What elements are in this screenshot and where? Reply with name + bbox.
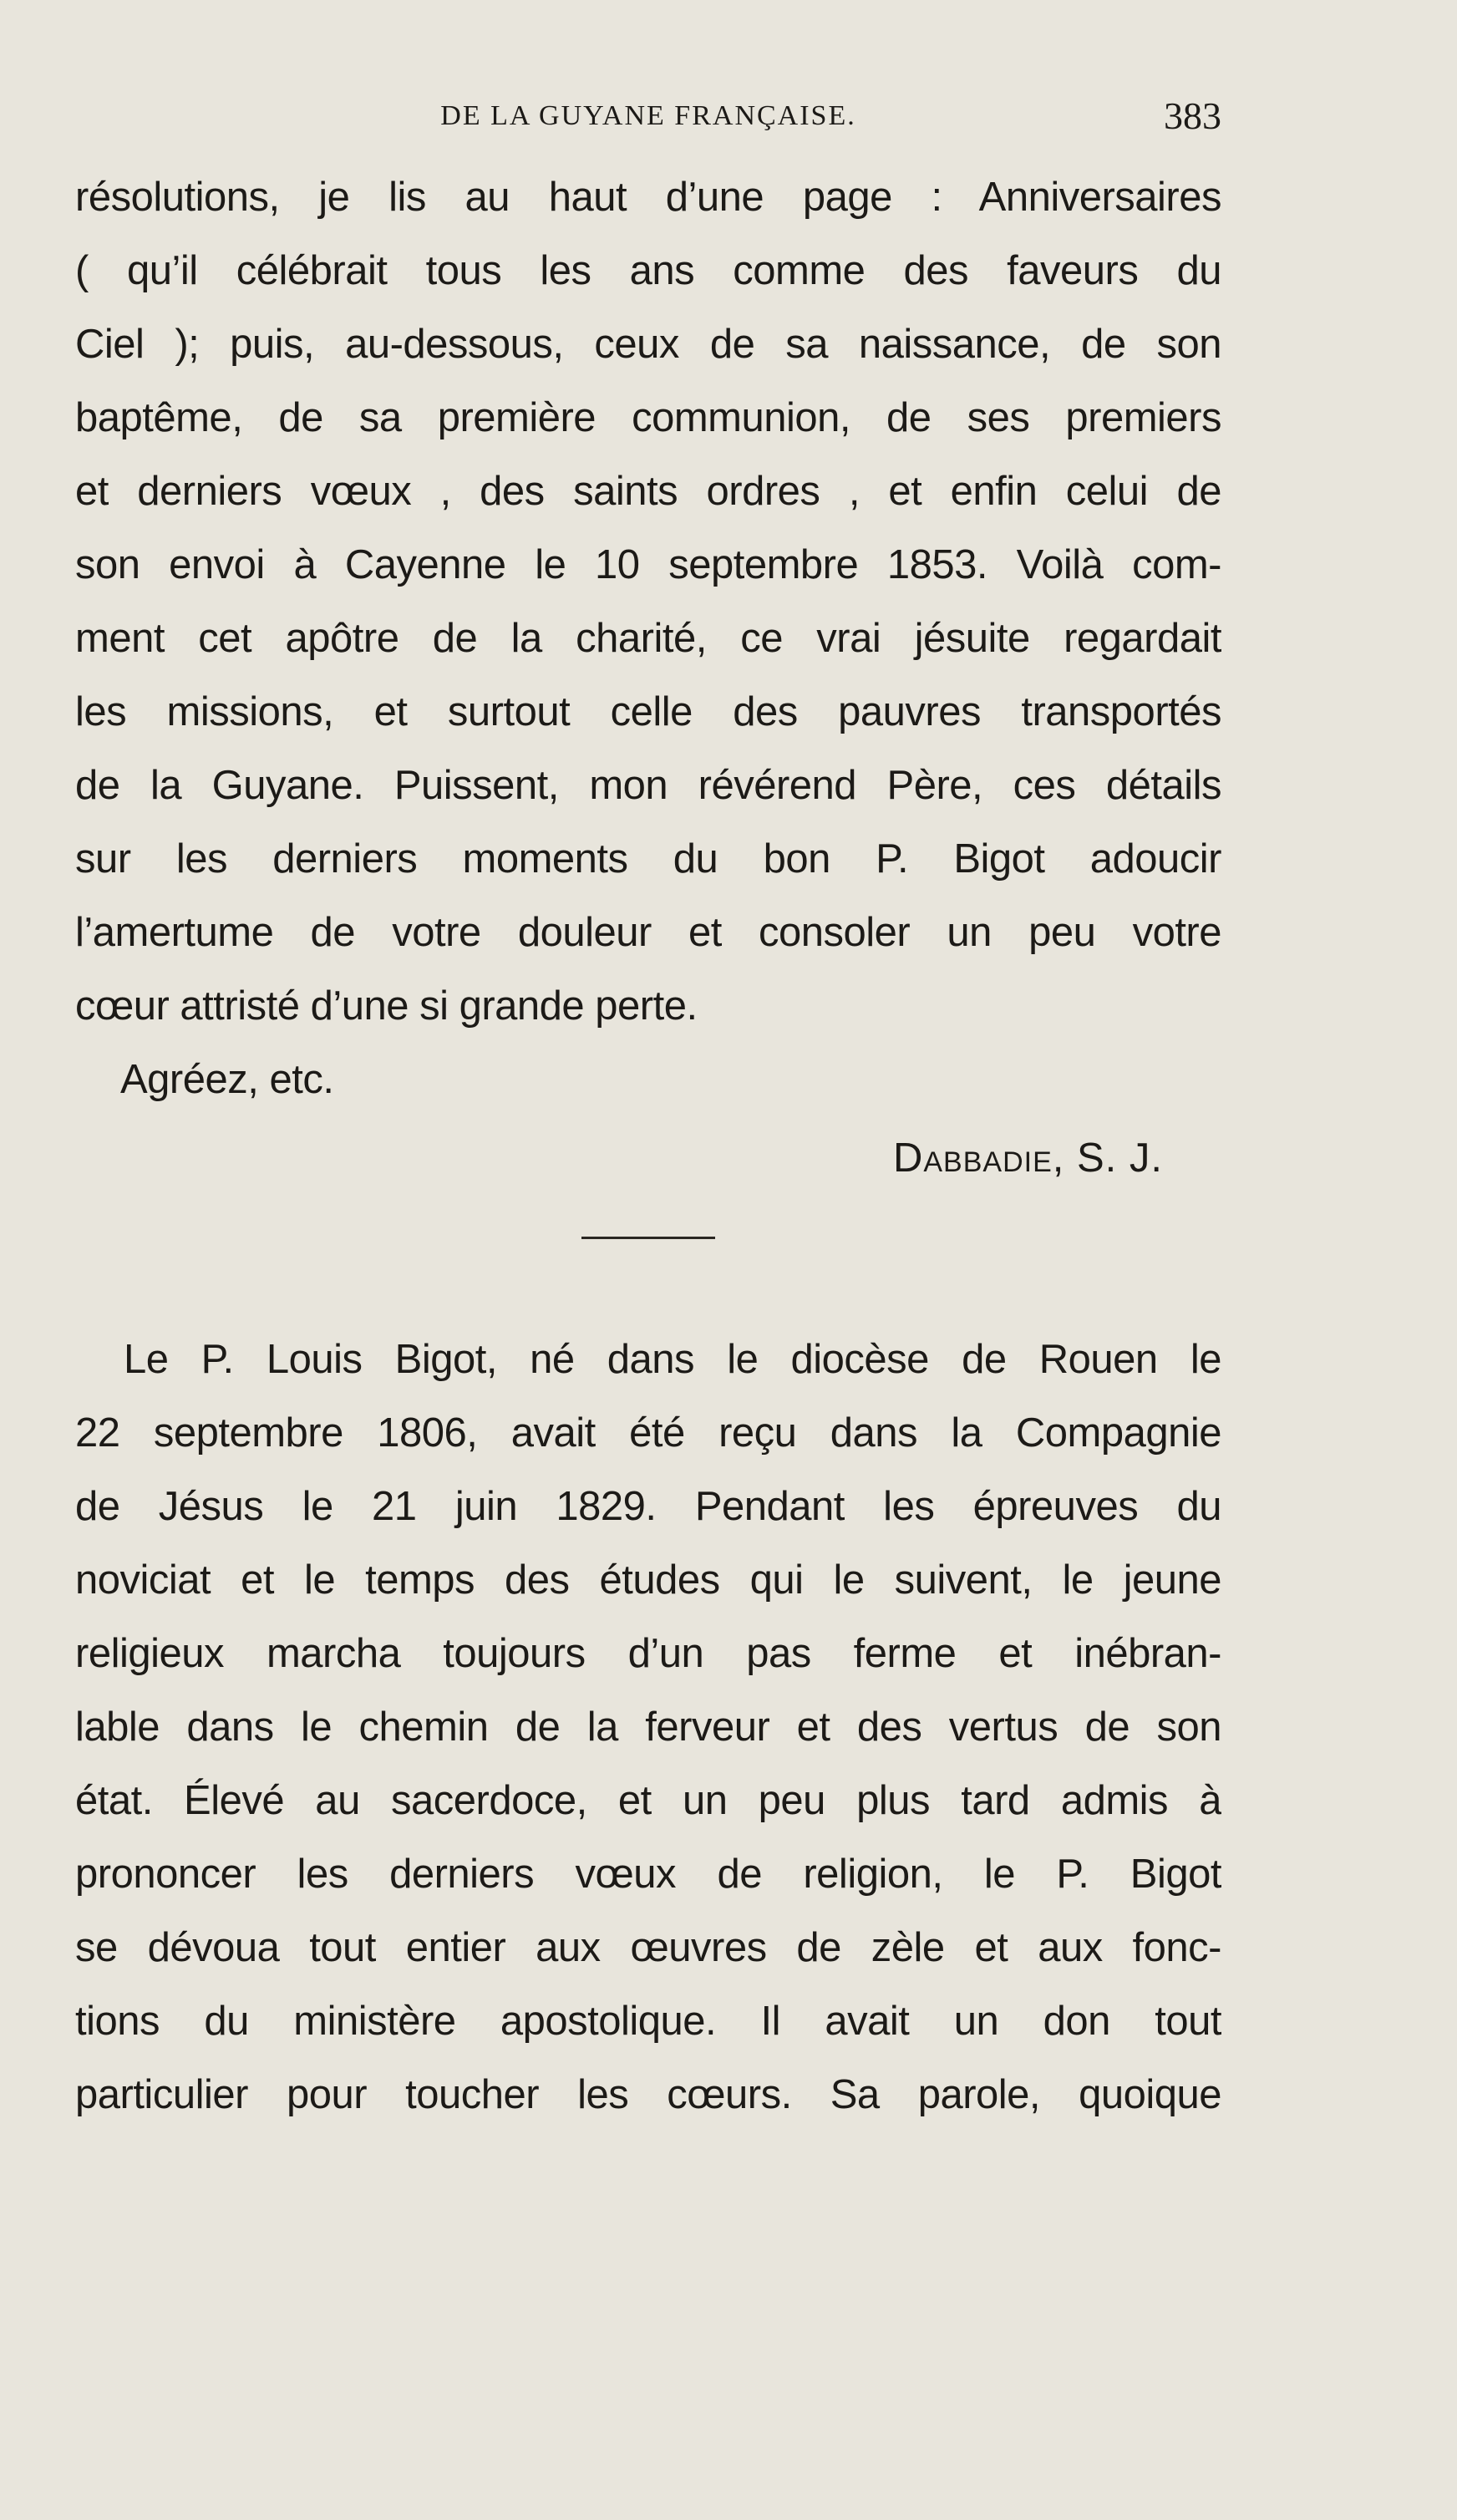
text-line: Ciel ); puis, au-dessous, ceux de sa naissance, de son (75, 322, 1221, 367)
text-line: ment cet apôtre de la charité, ce vrai jésuite regardait (75, 616, 1221, 661)
text-line: Le P. Louis Bigot, né dans le diocèse de Rouen le (124, 1337, 1221, 1382)
text-line: de Jésus le 21 juin 1829. Pendant les épreuves du (75, 1484, 1221, 1529)
text-line: se dévoua tout entier aux œuvres de zèle et aux fonc- (75, 1925, 1221, 1970)
text-line: ( qu’il célébrait tous les ans comme des faveurs du (75, 248, 1221, 293)
text-line: et derniers vœux , des saints ordres , et enfin celui de (75, 469, 1221, 514)
biography-paragraph (75, 1323, 1221, 2131)
page-header (75, 94, 1221, 144)
page-body (75, 160, 1221, 2131)
text-line: particulier pour toucher les cœurs. Sa parole, quoique (75, 2072, 1221, 2117)
text-line: sur les derniers moments du bon P. Bigot adoucir (75, 836, 1221, 881)
text-line: résolutions, je lis au haut d’une page : Anniversaires (75, 175, 1221, 220)
text-line: tions du ministère apostolique. Il avait un don tout (75, 1999, 1221, 2044)
running-title: DE LA GUYANE FRANÇAISE. (440, 100, 856, 131)
text-line: baptême, de sa première communion, de ses premiers (75, 395, 1221, 440)
text-line: les missions, et surtout celle des pauvres transportés (75, 689, 1221, 734)
text-line: prononcer les derniers vœux de religion, le P. Bigot (75, 1852, 1221, 1897)
text-line: état. Élevé au sacerdoce, et un peu plus tard admis à (75, 1778, 1221, 1823)
text-line: de la Guyane. Puissent, mon révérend Père, ces détails (75, 763, 1221, 808)
text-line: cœur attristé d’une si grande perte. (75, 983, 698, 1029)
text-line: son envoi à Cayenne le 10 septembre 1853. Voilà com- (75, 542, 1221, 587)
page-number: 383 (1164, 94, 1221, 137)
signature: Dabbadie, S. J. (892, 1136, 1163, 1181)
text-line: 22 septembre 1806, avait été reçu dans la Compagnie (75, 1410, 1221, 1456)
closing-line: Agréez, etc. (120, 1057, 334, 1102)
letter-paragraph (75, 160, 1221, 1200)
text-line: lable dans le chemin de la ferveur et des vertus de son (75, 1705, 1221, 1750)
text-line: l’amertume de votre douleur et consoler un peu votre (75, 910, 1221, 955)
text-line: religieux marcha toujours d’un pas ferme et inébran- (75, 1631, 1221, 1676)
section-divider (581, 1237, 715, 1239)
text-line: noviciat et le temps des études qui le suivent, le jeune (75, 1557, 1221, 1603)
